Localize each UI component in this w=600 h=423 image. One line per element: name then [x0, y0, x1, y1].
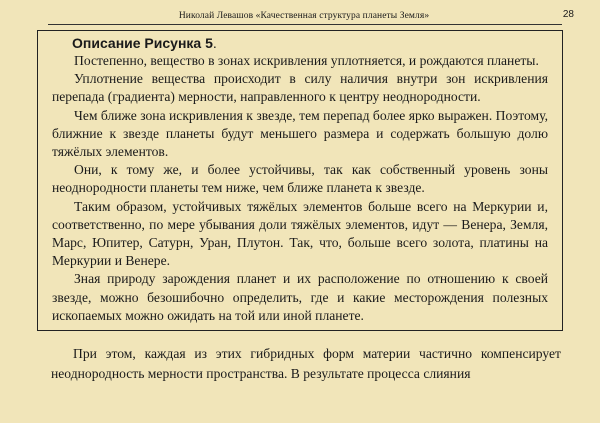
title-period: . — [212, 35, 217, 51]
box-paragraph-5: Таким образом, устойчивых тяжёлых элементов больше всего на Меркурии и, соответственно, по мере убывания доли тяжёлых элементов, идут — Венера, Земля, Марс, Юпитер, Сатурн, Уран, Плутон. Так, что, больше всего золота, платины на Меркурии и Венере. — [52, 198, 548, 269]
header-rule — [48, 24, 562, 25]
figure-description-title-text: Описание Рисунка 5 — [72, 35, 213, 51]
body-text — [51, 344, 561, 384]
body-paragraph: При этом, каждая из этих гибридных форм материи частично компенсирует неоднородность мерности пространства. В результате процесса слияния — [51, 346, 561, 381]
box-paragraph-2: Уплотнение вещества происходит в силу наличия внутри зон искривления перепада (градиента) мерности, направленного к центру неоднородности. — [52, 71, 548, 105]
box-paragraph-1: Постепенно, вещество в зонах искривления уплотняется, и рождаются планеты. — [74, 53, 539, 68]
page-number: 28 — [562, 9, 574, 20]
box-paragraph-3: Чем ближе зона искривления к звезде, тем перепад более ярко выражен. Поэтому, ближние к звезде планеты будут меньшего размера и содержать большую долю тяжёлых элементов. — [52, 107, 548, 160]
running-header: Николай Левашов «Качественная структура планеты Земля» — [178, 11, 430, 21]
box-paragraph-4: Они, к тому же, и более устойчивы, так как собственный уровень зоны неоднородности планеты тем ниже, чем ближе планета к звезде. — [52, 162, 548, 196]
figure-description-title — [72, 34, 548, 52]
figure-description-box — [37, 30, 563, 331]
box-paragraph-6: Зная природу зарождения планет и их расположение по отношению к своей звезде, можно безошибочно определить, где и какие месторождения полезных ископаемых можно ожидать на той или иной планете. — [52, 271, 548, 323]
